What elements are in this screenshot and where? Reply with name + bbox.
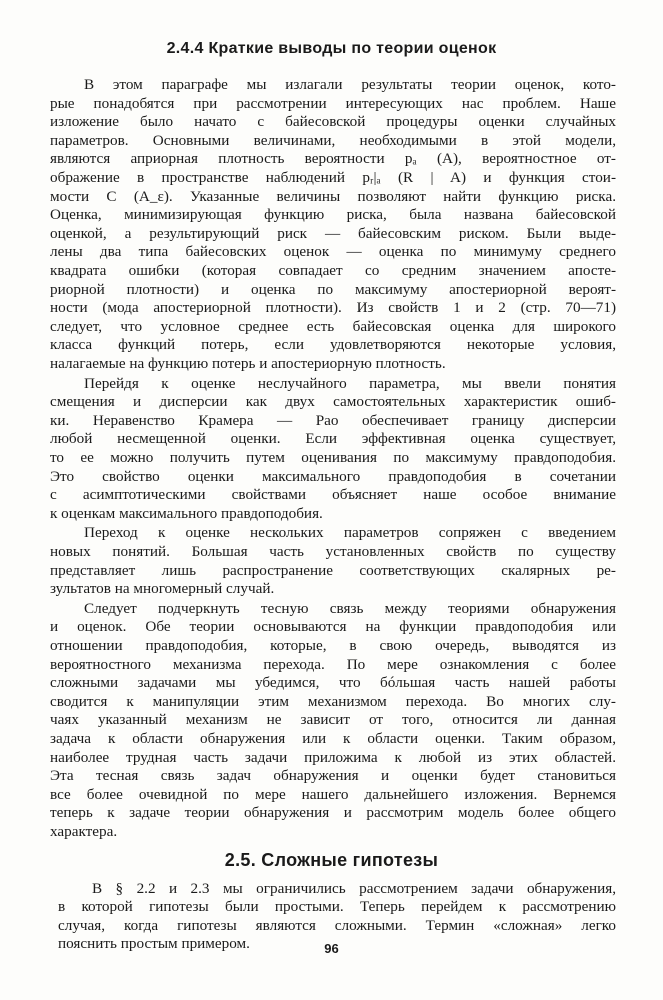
text-line: сводится к манипуляции этим механизмом перехода. Во многих слу- <box>50 692 616 710</box>
text-line: любой несмещенной оценки. Если эффективная оценка существует, <box>50 430 616 448</box>
text-line: Переход к оценке нескольких параметров сопряжен с введением <box>84 524 616 542</box>
page-number: 96 <box>324 941 339 956</box>
text-line: новых понятий. Большая часть установленных свойств по существу <box>50 543 616 560</box>
text-line: с асимптотическими свойствами объясняет наше особое внимание <box>50 486 616 504</box>
text-line: смещения и дисперсии как двух самостоятельных характеристик ошиб- <box>50 393 616 411</box>
text-line: в которой гипотезы были простыми. Теперь перейдем к рассмотрению <box>58 898 616 916</box>
text-line: ображение в пространстве наблюдений pᵣ|ₐ (R | A) и функция стои- <box>50 169 616 186</box>
text-line: оценкой, а результирующий риск — байесовским риском. Были выде- <box>50 224 616 242</box>
text-line: Эта тесная связь задач обнаружения и оценки будет становиться <box>50 767 616 785</box>
text-line: Следует подчеркнуть тесную связь между теориями обнаружения <box>84 599 616 617</box>
text-line: ности (мода апостериорной плотности). Из свойств 1 и 2 (стр. 70—71) <box>50 299 616 317</box>
text-line: лены два типа байесовских оценок — оценка по минимуму среднего <box>50 243 616 261</box>
text-line: В § 2.2 и 2.3 мы ограничились рассмотрением задачи обнаружения, <box>92 879 616 897</box>
text-line: мости C (A_ε). Указанные величины позволяют найти функцию риска. <box>50 187 616 205</box>
section-heading: 2.5. Сложные гипотезы <box>224 849 439 870</box>
text-line: вероятностного механизма перехода. По мере ознакомления с более <box>50 655 616 673</box>
text-line: случая, когда гипотезы являются сложными. Термин «сложная» легко <box>58 916 616 934</box>
text-line: рые понадобятся при рассмотрении интересующих нас проблем. Наше <box>50 94 616 112</box>
text-line: квадрата ошибки (которая совпадает со средним значением апосте- <box>50 262 616 279</box>
subsection-heading: 2.4.4 Краткие выводы по теории оценок <box>166 40 497 57</box>
text-line: то ее можно получить путем оценивания по максимуму правдоподобия. <box>50 449 616 466</box>
text-line: класса функций потерь, если удовлетворяются некоторые условия, <box>50 336 616 354</box>
text-line: теперь к задаче теории обнаружения и рассмотрим модель более общего <box>50 804 616 822</box>
text-line: сложными задачами мы убедимся, что бóльшая часть нашей работы <box>50 674 616 692</box>
text-line: характера. <box>50 823 118 840</box>
text-line: Это свойство оценки максимального правдоподобия в сочетании <box>50 467 616 485</box>
text-line: пояснить простым примером. <box>58 935 250 953</box>
text-line: задача к области обнаружения или к области оценки. Таким образом, <box>50 730 616 747</box>
text-line: риорной плотности) и оценка по максимуму апостериорной вероят- <box>50 280 616 298</box>
text-line: ки. Неравенство Крамера — Рао обеспечивает границу дисперсии <box>50 411 616 429</box>
text-line: являются априорная плотность вероятности pₐ (A), вероятностное от- <box>50 150 616 168</box>
text-line: налагаемые на функцию потерь и апостериорную плотность. <box>50 355 446 372</box>
text-line: наиболее трудная часть задачи приложима к любой из этих областей. <box>50 748 616 766</box>
text-line: Оценка, минимизирующая функцию риска, была названа байесовской <box>50 206 616 224</box>
text-line: все более очевидной по мере нашего дальнейшего изложения. Вернемся <box>50 785 616 803</box>
text-line: изложение было начато с байесовской процедуры оценки случайных <box>50 113 616 131</box>
text-line: к оценкам максимального правдоподобия. <box>50 504 323 522</box>
text-line: отношении правдоподобия, которые, в свою очередь, выводятся из <box>50 637 616 654</box>
text-line: представляет лишь распространение соответствующих скалярных ре- <box>50 561 616 579</box>
text-line: В этом параграфе мы излагали результаты теории оценок, кото- <box>84 76 616 93</box>
text-line: зультатов на многомерный случай. <box>50 580 275 598</box>
text-line: чаях указанный механизм не зависит от того, относится ли данная <box>50 711 616 729</box>
text-line: следует, что условное среднее есть байесовская оценка для широкого <box>50 317 616 335</box>
text-line: параметров. Основными величинами, необходимыми в этой модели, <box>50 131 616 149</box>
text-line: Перейдя к оценке неслучайного параметра, мы ввели понятия <box>84 374 616 392</box>
text-line: и оценок. Обе теории основываются на функции правдоподобия или <box>50 618 616 636</box>
